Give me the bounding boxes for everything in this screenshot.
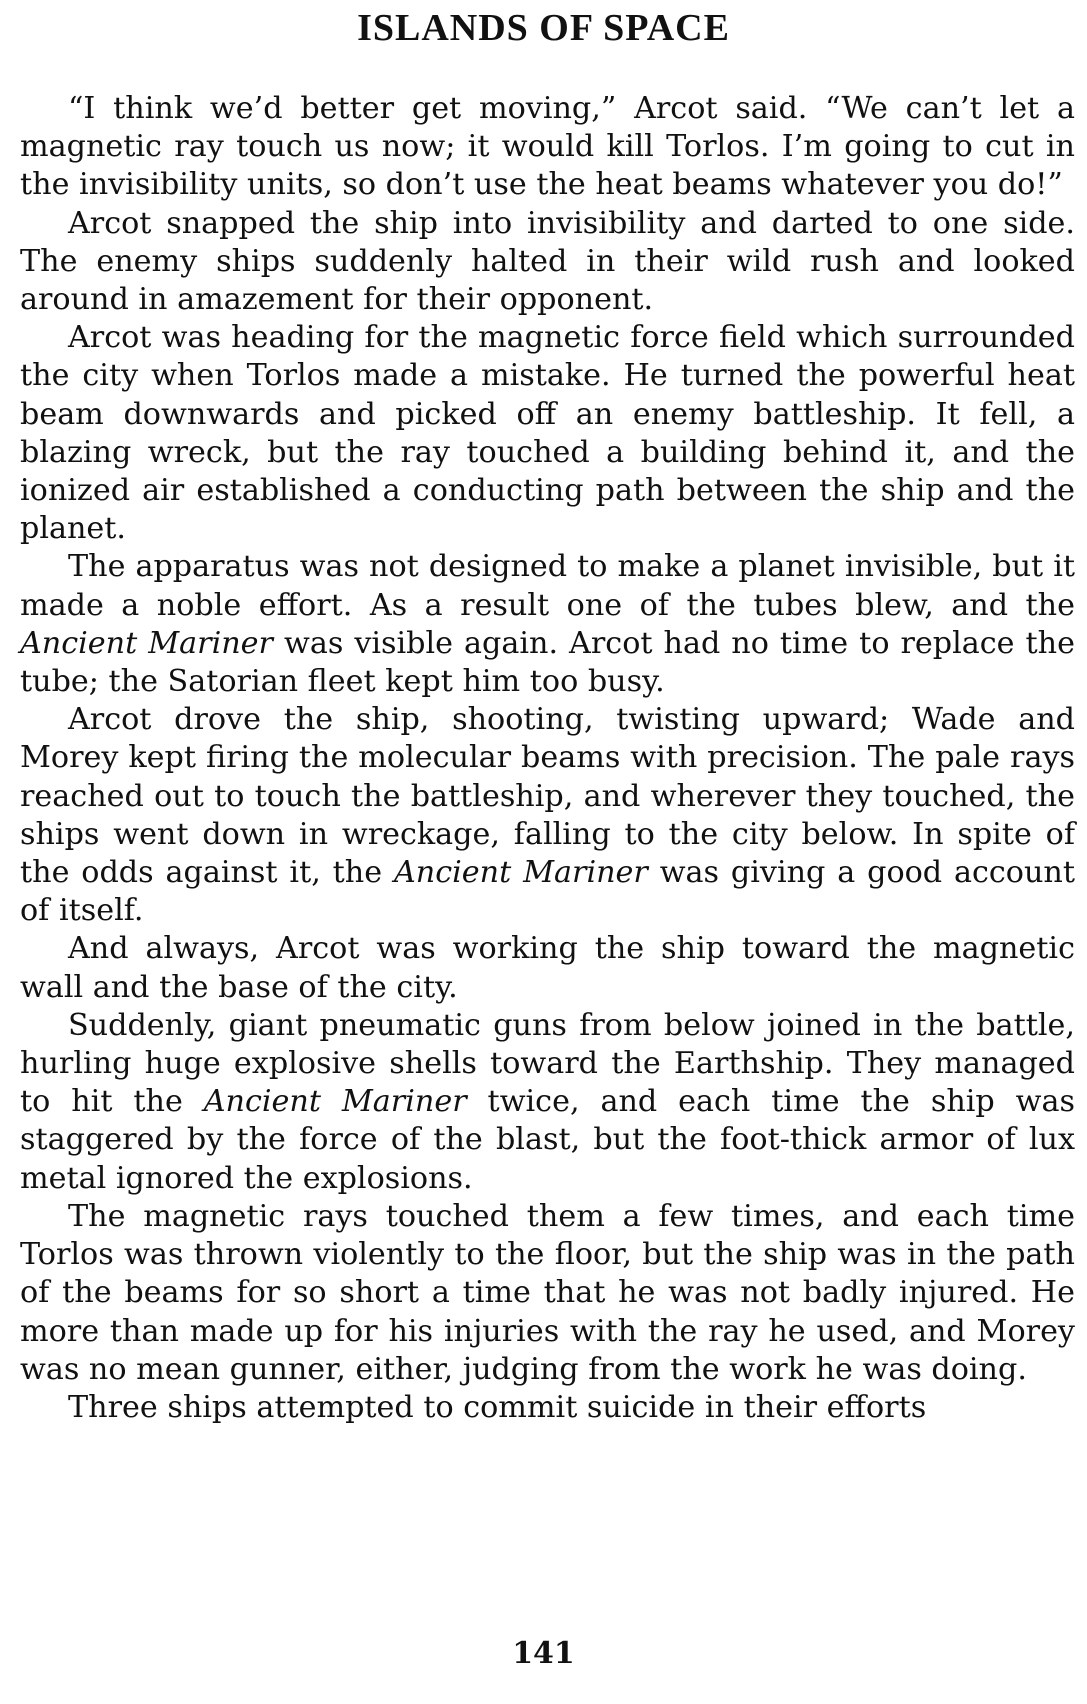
text-run: And always, Arcot was working the ship toward the magnetic wall and the base of the city. bbox=[20, 931, 1075, 1005]
paragraph bbox=[20, 1198, 1075, 1389]
text-run: Arcot snapped the ship into invisibility and darted to one side. The enemy ships suddenly halted in their wild rush and looked around in amazement for their opponent. bbox=[20, 205, 1075, 318]
body-text bbox=[20, 90, 1075, 1427]
text-run: “I think we’d better get moving,” Arcot said. “We can’t let a magnetic ray touch us now; it would kill Torlos. I’m going to cut in the invisibility units, so don’t use the heat beams whatever you do!” bbox=[20, 91, 1075, 203]
italic-title: Ancient Mariner bbox=[393, 855, 648, 891]
paragraph bbox=[20, 930, 1075, 1006]
text-run: twice, and each time the ship was staggered by the force of the blast, but the foot-thick armor of lux metal ignored the explosions. bbox=[20, 1084, 1075, 1196]
italic-title: Ancient Mariner bbox=[203, 1084, 467, 1120]
text-run: Suddenly, giant pneumatic guns from below joined in the battle, hurling huge explosive shells toward the Earthship. They managed to hit the bbox=[20, 1007, 1075, 1120]
text-run: The apparatus was not designed to make a planet invisible, but it made a noble effort. As a result one of the tubes blew, and the bbox=[20, 549, 1075, 623]
page-number: 141 bbox=[512, 1636, 575, 1671]
text-run: Arcot drove the ship, shooting, twisting upward; Wade and Morey kept firing the molecular beams with precision. The pale rays reached out to touch the battleship, and wherever they touched, the ships went down in wreckage, falling to the city below. In spite of the odds against it, the bbox=[20, 702, 1075, 891]
paragraph bbox=[20, 1389, 1075, 1427]
italic-title: Ancient Mariner bbox=[20, 625, 273, 661]
paragraph bbox=[20, 90, 1075, 205]
paragraph bbox=[20, 319, 1075, 548]
paragraph bbox=[20, 701, 1075, 930]
text-run: Three ships attempted to commit suicide in their efforts bbox=[68, 1389, 927, 1425]
text-run: The magnetic rays touched them a few times, and each time Torlos was thrown violently to the floor, but the ship was in the path of the beams for so short a time that he was not badly injured. He more than made up for his injuries with the ray he used, and Morey was no mean gunner, either, judging from the work he was doing. bbox=[20, 1198, 1075, 1387]
text-run: was giving a good account of itself. bbox=[20, 855, 1075, 929]
running-head: ISLANDS OF SPACE bbox=[357, 7, 730, 49]
paragraph bbox=[20, 205, 1075, 320]
paragraph bbox=[20, 1007, 1075, 1198]
text-run: was visible again. Arcot had no time to replace the tube; the Satorian fleet kept him too busy. bbox=[20, 625, 1075, 700]
text-run: Arcot was heading for the magnetic force field which surrounded the city when Torlos made a mistake. He turned the powerful heat beam downwards and picked off an enemy battleship. It fell, a blazing wreck, but the ray touched a building behind it, and the ionized air established a conducting path between the ship and the planet. bbox=[20, 320, 1075, 547]
paragraph bbox=[20, 548, 1075, 701]
